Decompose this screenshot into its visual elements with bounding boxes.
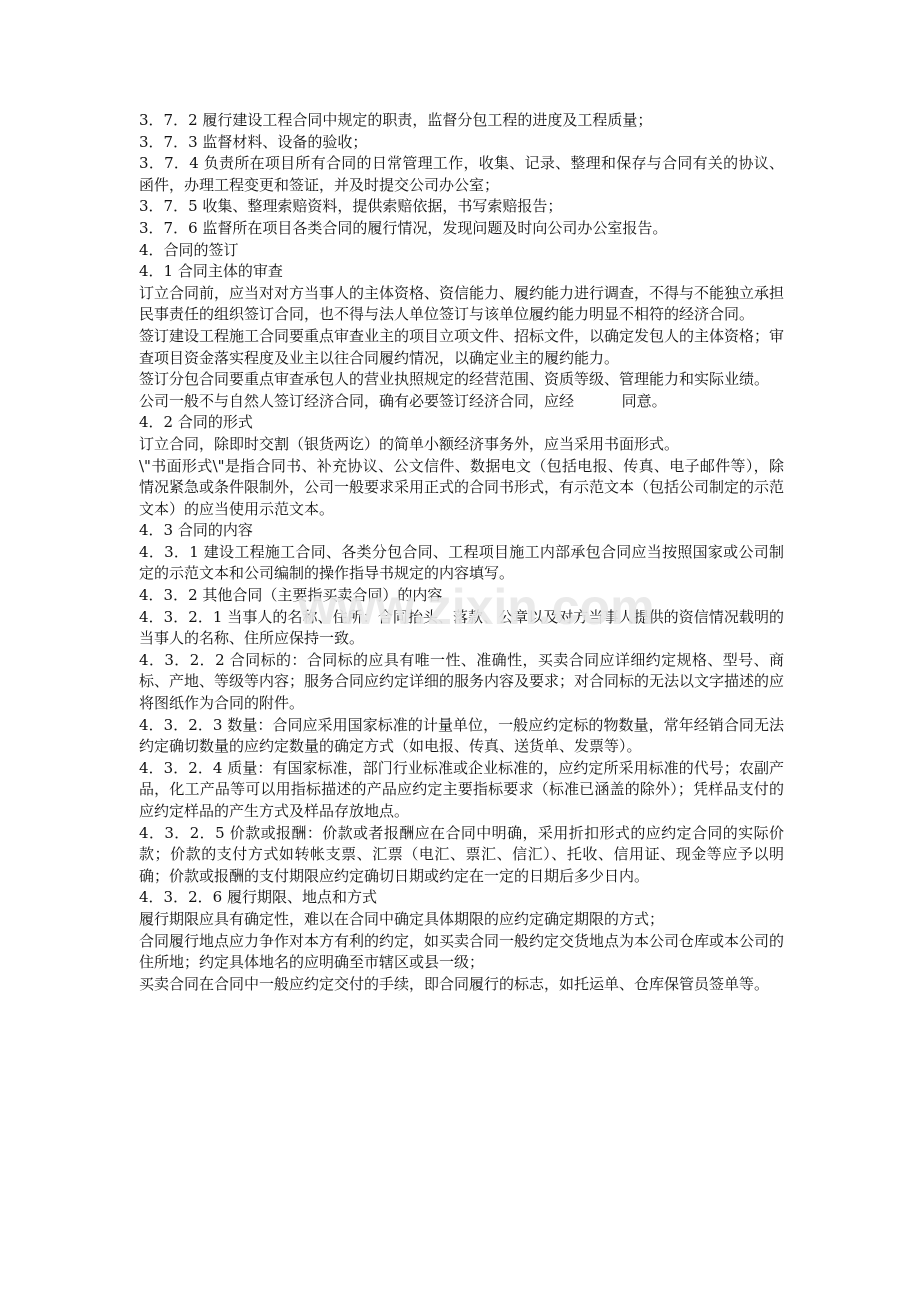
paragraph: 买卖合同在合同中一般应约定交付的手续，即合同履行的标志，如托运单、仓库保管员签单等。 — [139, 974, 770, 993]
paragraph: 4．合同的签订 — [139, 240, 239, 259]
paragraph: 订立合同，除即时交割（银货两讫）的简单小额经济事务外，应当采用书面形式。 — [139, 434, 680, 453]
document-body — [139, 110, 784, 995]
paragraph: 3．7．6 监督所在项目各类合同的履行情况，发现问题及时向公司办公室报告。 — [139, 218, 668, 237]
paragraph: 4．3．2．5 价款或报酬：价款或者报酬应在合同中明确，采用折扣形式的应约定合同的实际价款；价款的支付方式如转帐支票、汇票（电汇、票汇、信汇）、托收、信用证、现金等应予以明确；价款或报酬的支付期限应约定确切日期或约定在一定的日期后多少日内。 — [139, 823, 784, 885]
watermark-text: www.zixin.com — [298, 579, 655, 635]
paragraph: 4．2 合同的形式 — [139, 413, 253, 432]
paragraph: 4．3．2．6 履行期限、地点和方式 — [139, 888, 377, 907]
paragraph: 签订分包合同要重点审查承包人的营业执照规定的经营范围、资质等级、管理能力和实际业绩。 — [139, 370, 770, 389]
paragraph: 4．3．2．2 合同标的：合同标的应具有唯一性、准确性，买卖合同应详细约定规格、型号、商标、产地、等级等内容；服务合同应约定详细的服务内容及要求；对合同标的无法以文字描述的应将图纸作为合同的附件。 — [139, 650, 785, 713]
paragraph: 履行期限应具有确定性，难以在合同中确定具体期限的应约定确定期限的方式； — [139, 909, 665, 928]
paragraph: 4．3．2 其他合同（主要指买卖合同）的内容 — [139, 586, 443, 605]
paragraph: \"书面形式\"是指合同书、补充协议、公文信件、数据电文（包括电报、传真、电子邮件等），除情况紧急或条件限制外，公司一般要求采用正式的合同书形式，有示范文本（包括公司制定的示范文本）的应当使用示范文本。 — [139, 456, 785, 518]
paragraph: 4．1 合同主体的审查 — [139, 262, 283, 281]
paragraph: 4．3．2．1 当事人的名称、住所：合同抬头、落款、公章以及对方当事人提供的资信情况载明的当事人的名称、住所应保持一致。 — [139, 607, 784, 648]
paragraph: 4．3．2．3 数量：合同应采用国家标准的计量单位，一般应约定标的物数量，常年经销合同无法约定确切数量的应约定数量的确定方式（如电报、传真、送货单、发票等）。 — [139, 715, 784, 756]
paragraph: 签订建设工程施工合同要重点审查业主的项目立项文件、招标文件，以确定发包人的主体资格；审查项目资金落实程度及业主以往合同履约情况，以确定业主的履约能力。 — [139, 326, 785, 367]
paragraph: 公司一般不与自然人签订经济合同，确有必要签订经济合同，应经 同意。 — [139, 391, 667, 410]
paragraph: 3．7．4 负责所在项目所有合同的日常管理工作，收集、记录、整理和保存与合同有关的协议、函件，办理工程变更和签证，并及时提交公司办公室； — [139, 154, 784, 194]
paragraph: 合同履行地点应力争作对本方有利的约定，如买卖合同一般约定交货地点为本公司仓库或本公司的住所地；约定具体地名的应明确至市辖区或县一级； — [139, 931, 785, 972]
paragraph: 3．7．5 收集、整理索赔资料，提供索赔依据，书写索赔报告； — [139, 197, 563, 216]
paragraph: 3．7．2 履行建设工程合同中规定的职责，监督分包工程的进度及工程质量； — [139, 111, 653, 129]
paragraph: 订立合同前，应当对对方当事人的主体资格、资信能力、履约能力进行调查，不得与不能独立承担民事责任的组织签订合同，也不得与法人单位签订与该单位履约能力明显不相符的经济合同。 — [139, 283, 785, 324]
paragraph: 3．7．3 监督材料、设备的验收； — [139, 132, 368, 151]
paragraph: 4．3 合同的内容 — [139, 521, 253, 540]
paragraph: 4．3．1 建设工程施工合同、各类分包合同、工程项目施工内部承包合同应当按照国家或公司制定的示范文本和公司编制的操作指导书规定的内容填写。 — [139, 542, 784, 583]
paragraph: 4．3．2．4 质量：有国家标准，部门行业标准或企业标准的，应约定所采用标准的代号；农副产品，化工产品等可以用指标描述的产品应约定主要指标要求（标准已涵盖的除外）；凭样品支付的应约定样品的产生方式及样品存放地点。 — [139, 758, 784, 820]
